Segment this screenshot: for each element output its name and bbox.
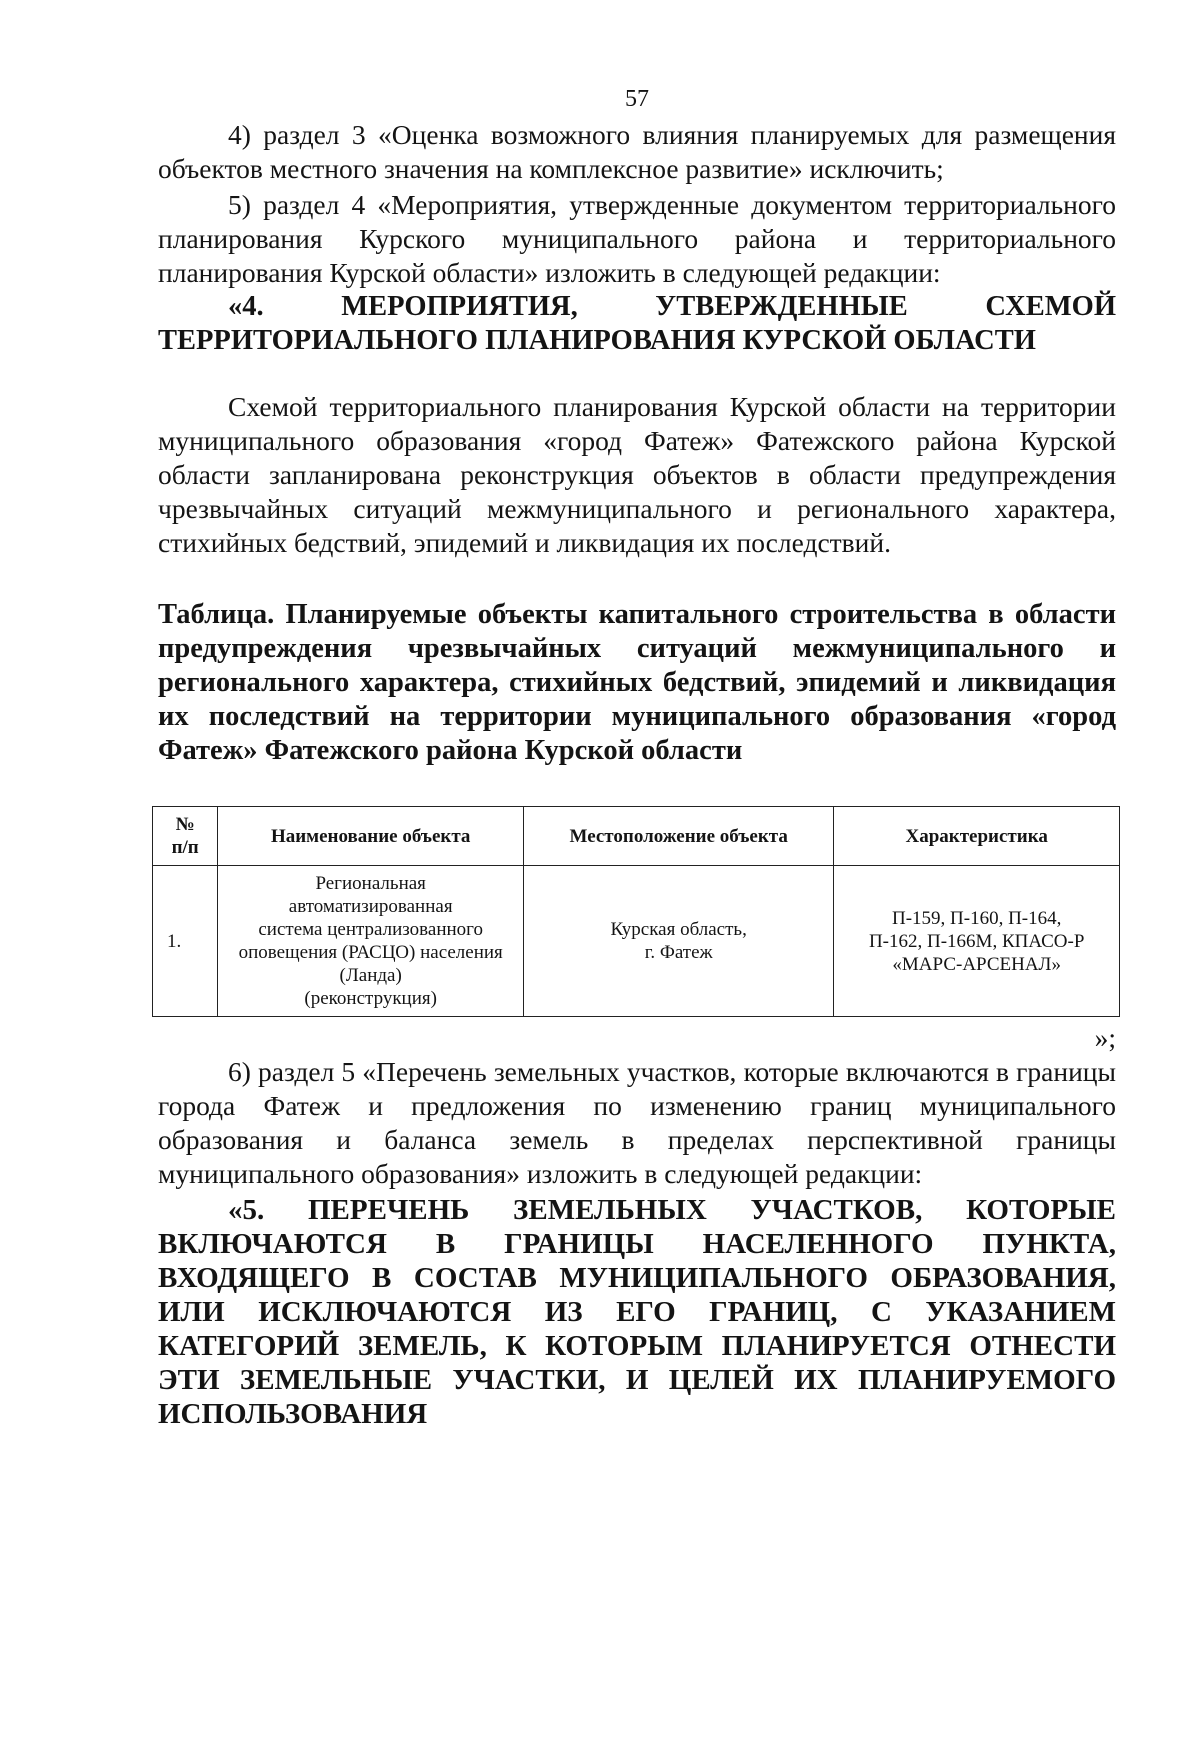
planned-objects-table bbox=[152, 806, 1120, 1017]
table-caption: Таблица. Планируемые объекты капитального строительства в области предупреждения чрезвычайных ситуаций межмуниципального и регионального характера, стихийных бедствий, эпидемий и ликвидация их последствий на территории муниципального образования «город Фатеж» Фатежского района Курской области bbox=[158, 599, 1116, 766]
header-object-name: Наименование объекта bbox=[218, 807, 524, 866]
table-wrapper bbox=[158, 806, 1116, 1017]
header-number bbox=[153, 807, 218, 866]
object-name-line: (Ланда) bbox=[339, 965, 402, 986]
cell-number: 1. bbox=[153, 866, 218, 1017]
closing-quote: »; bbox=[1094, 1022, 1116, 1053]
object-name-line: Региональная bbox=[315, 873, 426, 894]
location-line: Курская область, bbox=[610, 919, 747, 940]
table-row bbox=[153, 866, 1120, 1017]
scheme-paragraph: Схемой территориального планирования Курской области на территории муниципального образования «город Фатеж» Фатежского района Курской области запланирована реконструкция объектов в области предупреждения чрезвычайных ситуаций межмуниципального и регионального характера, стихийных бедствий, эпидемий и ликвидация их последствий. bbox=[158, 391, 1116, 558]
header-characteristic: Характеристика bbox=[834, 807, 1120, 866]
object-name-line: система централизованного bbox=[258, 919, 483, 940]
object-name-line: автоматизированная bbox=[288, 896, 453, 917]
section-4-heading: «4. МЕРОПРИЯТИЯ, УТВЕРЖДЕННЫЕ СХЕМОЙ ТЕРРИТОРИАЛЬНОГО ПЛАНИРОВАНИЯ КУРСКОЙ ОБЛАСТИ bbox=[158, 291, 1116, 356]
header-number-line2: п/п bbox=[171, 837, 199, 858]
location-line: г. Фатеж bbox=[644, 942, 713, 963]
object-name-line: оповещения (РАСЦО) населения bbox=[238, 942, 503, 963]
cell-object-location bbox=[524, 866, 834, 1017]
cell-object-name bbox=[218, 866, 524, 1017]
page-number: 57 bbox=[625, 86, 649, 112]
paragraph-item-4: 4) раздел 3 «Оценка возможного влияния планируемых для размещения объектов местного значения на комплексное развитие» исключить; bbox=[158, 119, 1116, 184]
characteristic-line: «МАРС-АРСЕНАЛ» bbox=[892, 953, 1061, 975]
characteristic-line: П-162, П-166М, КПАСО-Р bbox=[868, 930, 1085, 952]
table-header-row bbox=[153, 807, 1120, 866]
header-object-location: Местоположение объекта bbox=[524, 807, 834, 866]
paragraph-item-5: 5) раздел 4 «Мероприятия, утвержденные документом территориального планирования Курского муниципального района и территориального планирования Курской области» изложить в следующей редакции: bbox=[158, 189, 1116, 288]
document-page bbox=[158, 84, 1116, 1431]
object-name-line: (реконструкция) bbox=[304, 988, 437, 1009]
section-5-heading: «5. ПЕРЕЧЕНЬ ЗЕМЕЛЬНЫХ УЧАСТКОВ, КОТОРЫЕ ВКЛЮЧАЮТСЯ В ГРАНИЦЫ НАСЕЛЕННОГО ПУНКТА, ВХОДЯЩЕГО В СОСТАВ МУНИЦИПАЛЬНОГО ОБРАЗОВАНИЯ, ИЛИ ИСКЛЮЧАЮТСЯ ИЗ ЕГО ГРАНИЦ, С УКАЗАНИЕМ КАТЕГОРИЙ ЗЕМЕЛЬ, К КОТОРЫМ ПЛАНИРУЕТСЯ ОТНЕСТИ ЭТИ ЗЕМЕЛЬНЫЕ УЧАСТКИ, И ЦЕЛЕЙ ИХ ПЛАНИРУЕМОГО ИСПОЛЬЗОВАНИЯ bbox=[158, 1194, 1116, 1430]
header-number-line1: № bbox=[175, 814, 195, 835]
paragraph-item-6: 6) раздел 5 «Перечень земельных участков, которые включаются в границы города Фатеж и предложения по изменению границ муниципального образования и баланса земель в пределах перспективной границы муниципального образования» изложить в следующей редакции: bbox=[158, 1056, 1116, 1189]
characteristic-line: П-159, П-160, П-164, bbox=[891, 907, 1062, 929]
cell-characteristic bbox=[834, 866, 1120, 1017]
